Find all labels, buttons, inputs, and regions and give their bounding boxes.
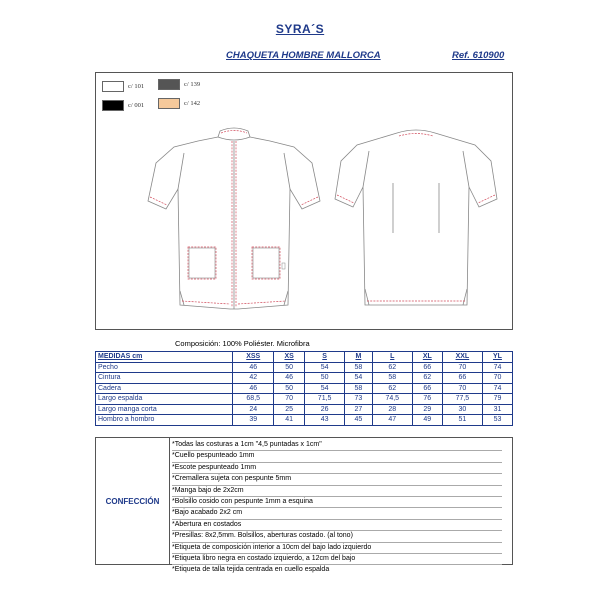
size-header: XL <box>412 352 442 363</box>
list-item: *Cuello pespunteado 1mm <box>172 451 502 462</box>
table-cell: 26 <box>305 404 345 415</box>
confeccion-list <box>172 440 502 576</box>
table-cell: 53 <box>482 415 512 426</box>
size-header: L <box>372 352 412 363</box>
row-label: Largo espalda <box>96 394 233 405</box>
table-cell: 41 <box>274 415 305 426</box>
brand-title: SYRA´S <box>275 22 325 36</box>
table-cell: 73 <box>345 394 373 405</box>
color-swatch-label: c/ 001 <box>128 102 145 109</box>
table-cell: 25 <box>274 404 305 415</box>
table-cell: 71,5 <box>305 394 345 405</box>
jacket-back-icon <box>331 123 501 323</box>
table-cell: 51 <box>442 415 482 426</box>
list-item: *Todas las costuras a 1cm "4,5 puntadas x 1cm" <box>172 440 502 451</box>
row-label: Hombro a hombro <box>96 415 233 426</box>
table-row <box>96 404 513 415</box>
table-cell: 62 <box>372 383 412 394</box>
confeccion-box <box>95 437 513 574</box>
size-header: XXL <box>442 352 482 363</box>
table-cell: 30 <box>442 404 482 415</box>
table-cell: 50 <box>274 362 305 373</box>
table-cell: 46 <box>274 373 305 384</box>
table-cell: 54 <box>345 373 373 384</box>
list-item: *Escote pespunteado 1mm <box>172 463 502 474</box>
table-cell: 58 <box>345 383 373 394</box>
color-swatch-001 <box>102 100 124 111</box>
table-cell: 50 <box>274 383 305 394</box>
row-label: Cintura <box>96 373 233 384</box>
table-cell: 42 <box>233 373 274 384</box>
table-cell: 62 <box>372 362 412 373</box>
size-header: XSS <box>233 352 274 363</box>
table-cell: 62 <box>412 373 442 384</box>
table-row <box>96 394 513 405</box>
table-header-label: MEDIDAS cm <box>96 352 233 363</box>
size-header: XS <box>274 352 305 363</box>
table-row <box>96 373 513 384</box>
table-cell: 77,5 <box>442 394 482 405</box>
size-header: M <box>345 352 373 363</box>
table-cell: 28 <box>372 404 412 415</box>
confeccion-label: CONFECCIÓN <box>96 438 170 564</box>
table-cell: 74 <box>482 383 512 394</box>
table-cell: 50 <box>305 373 345 384</box>
table-cell: 24 <box>233 404 274 415</box>
table-cell: 58 <box>345 362 373 373</box>
list-item: *Etiqueta de composición interior a 10cm del bajo lado izquierdo <box>172 543 502 554</box>
jacket-front-icon <box>134 123 334 323</box>
table-cell: 47 <box>372 415 412 426</box>
row-label: Pecho <box>96 362 233 373</box>
list-item: *Abertura en costados <box>172 520 502 531</box>
color-swatch-label: c/ 139 <box>184 81 201 88</box>
technical-drawing <box>95 72 513 330</box>
table-cell: 74,5 <box>372 394 412 405</box>
table-cell: 46 <box>233 383 274 394</box>
list-item: *Presillas: 8x2,5mm. Bolsillos, aberturas costado. (al tono) <box>172 531 502 542</box>
table-cell: 54 <box>305 383 345 394</box>
table-cell: 66 <box>442 373 482 384</box>
color-swatch-101 <box>102 81 124 92</box>
table-cell: 45 <box>345 415 373 426</box>
table-cell: 74 <box>482 362 512 373</box>
product-name: CHAQUETA HOMBRE MALLORCA <box>226 50 381 61</box>
row-label: Cadera <box>96 383 233 394</box>
color-swatch-label: c/ 101 <box>128 83 145 90</box>
table-cell: 66 <box>412 362 442 373</box>
table-cell: 31 <box>482 404 512 415</box>
table-row <box>96 415 513 426</box>
table-cell: 46 <box>233 362 274 373</box>
list-item: *Cremallera sujeta con pespunte 5mm <box>172 474 502 485</box>
table-cell: 58 <box>372 373 412 384</box>
list-item: *Bolsillo cosido con pespunte 1mm a esquina <box>172 497 502 508</box>
table-cell: 68,5 <box>233 394 274 405</box>
table-cell: 70 <box>482 373 512 384</box>
color-swatch-139 <box>158 79 180 90</box>
table-cell: 29 <box>412 404 442 415</box>
composition-text: Composición: 100% Poliéster. Microfibra <box>175 339 310 348</box>
product-reference: Ref. 610900 <box>452 50 505 61</box>
table-cell: 70 <box>442 383 482 394</box>
color-swatch-label: c/ 142 <box>184 100 201 107</box>
table-cell: 79 <box>482 394 512 405</box>
row-label: Largo manga corta <box>96 404 233 415</box>
list-item: *Etiqueta libro negra en costado izquierdo, a 12cm del bajo <box>172 554 502 565</box>
color-swatch-142 <box>158 98 180 109</box>
list-item: *Manga bajo de 2x2cm <box>172 486 502 497</box>
table-cell: 54 <box>305 362 345 373</box>
size-header: S <box>305 352 345 363</box>
table-cell: 49 <box>412 415 442 426</box>
table-row <box>96 383 513 394</box>
table-cell: 27 <box>345 404 373 415</box>
table-cell: 70 <box>442 362 482 373</box>
table-cell: 76 <box>412 394 442 405</box>
table-row <box>96 362 513 373</box>
table-cell: 39 <box>233 415 274 426</box>
size-table <box>95 351 513 426</box>
table-cell: 43 <box>305 415 345 426</box>
table-cell: 70 <box>274 394 305 405</box>
size-table-header <box>96 352 513 363</box>
size-header: YL <box>482 352 512 363</box>
table-cell: 66 <box>412 383 442 394</box>
list-item: *Etiqueta de talla tejida centrada en cuello espalda <box>172 566 330 574</box>
list-item: *Bajo acabado 2x2 cm <box>172 508 502 519</box>
